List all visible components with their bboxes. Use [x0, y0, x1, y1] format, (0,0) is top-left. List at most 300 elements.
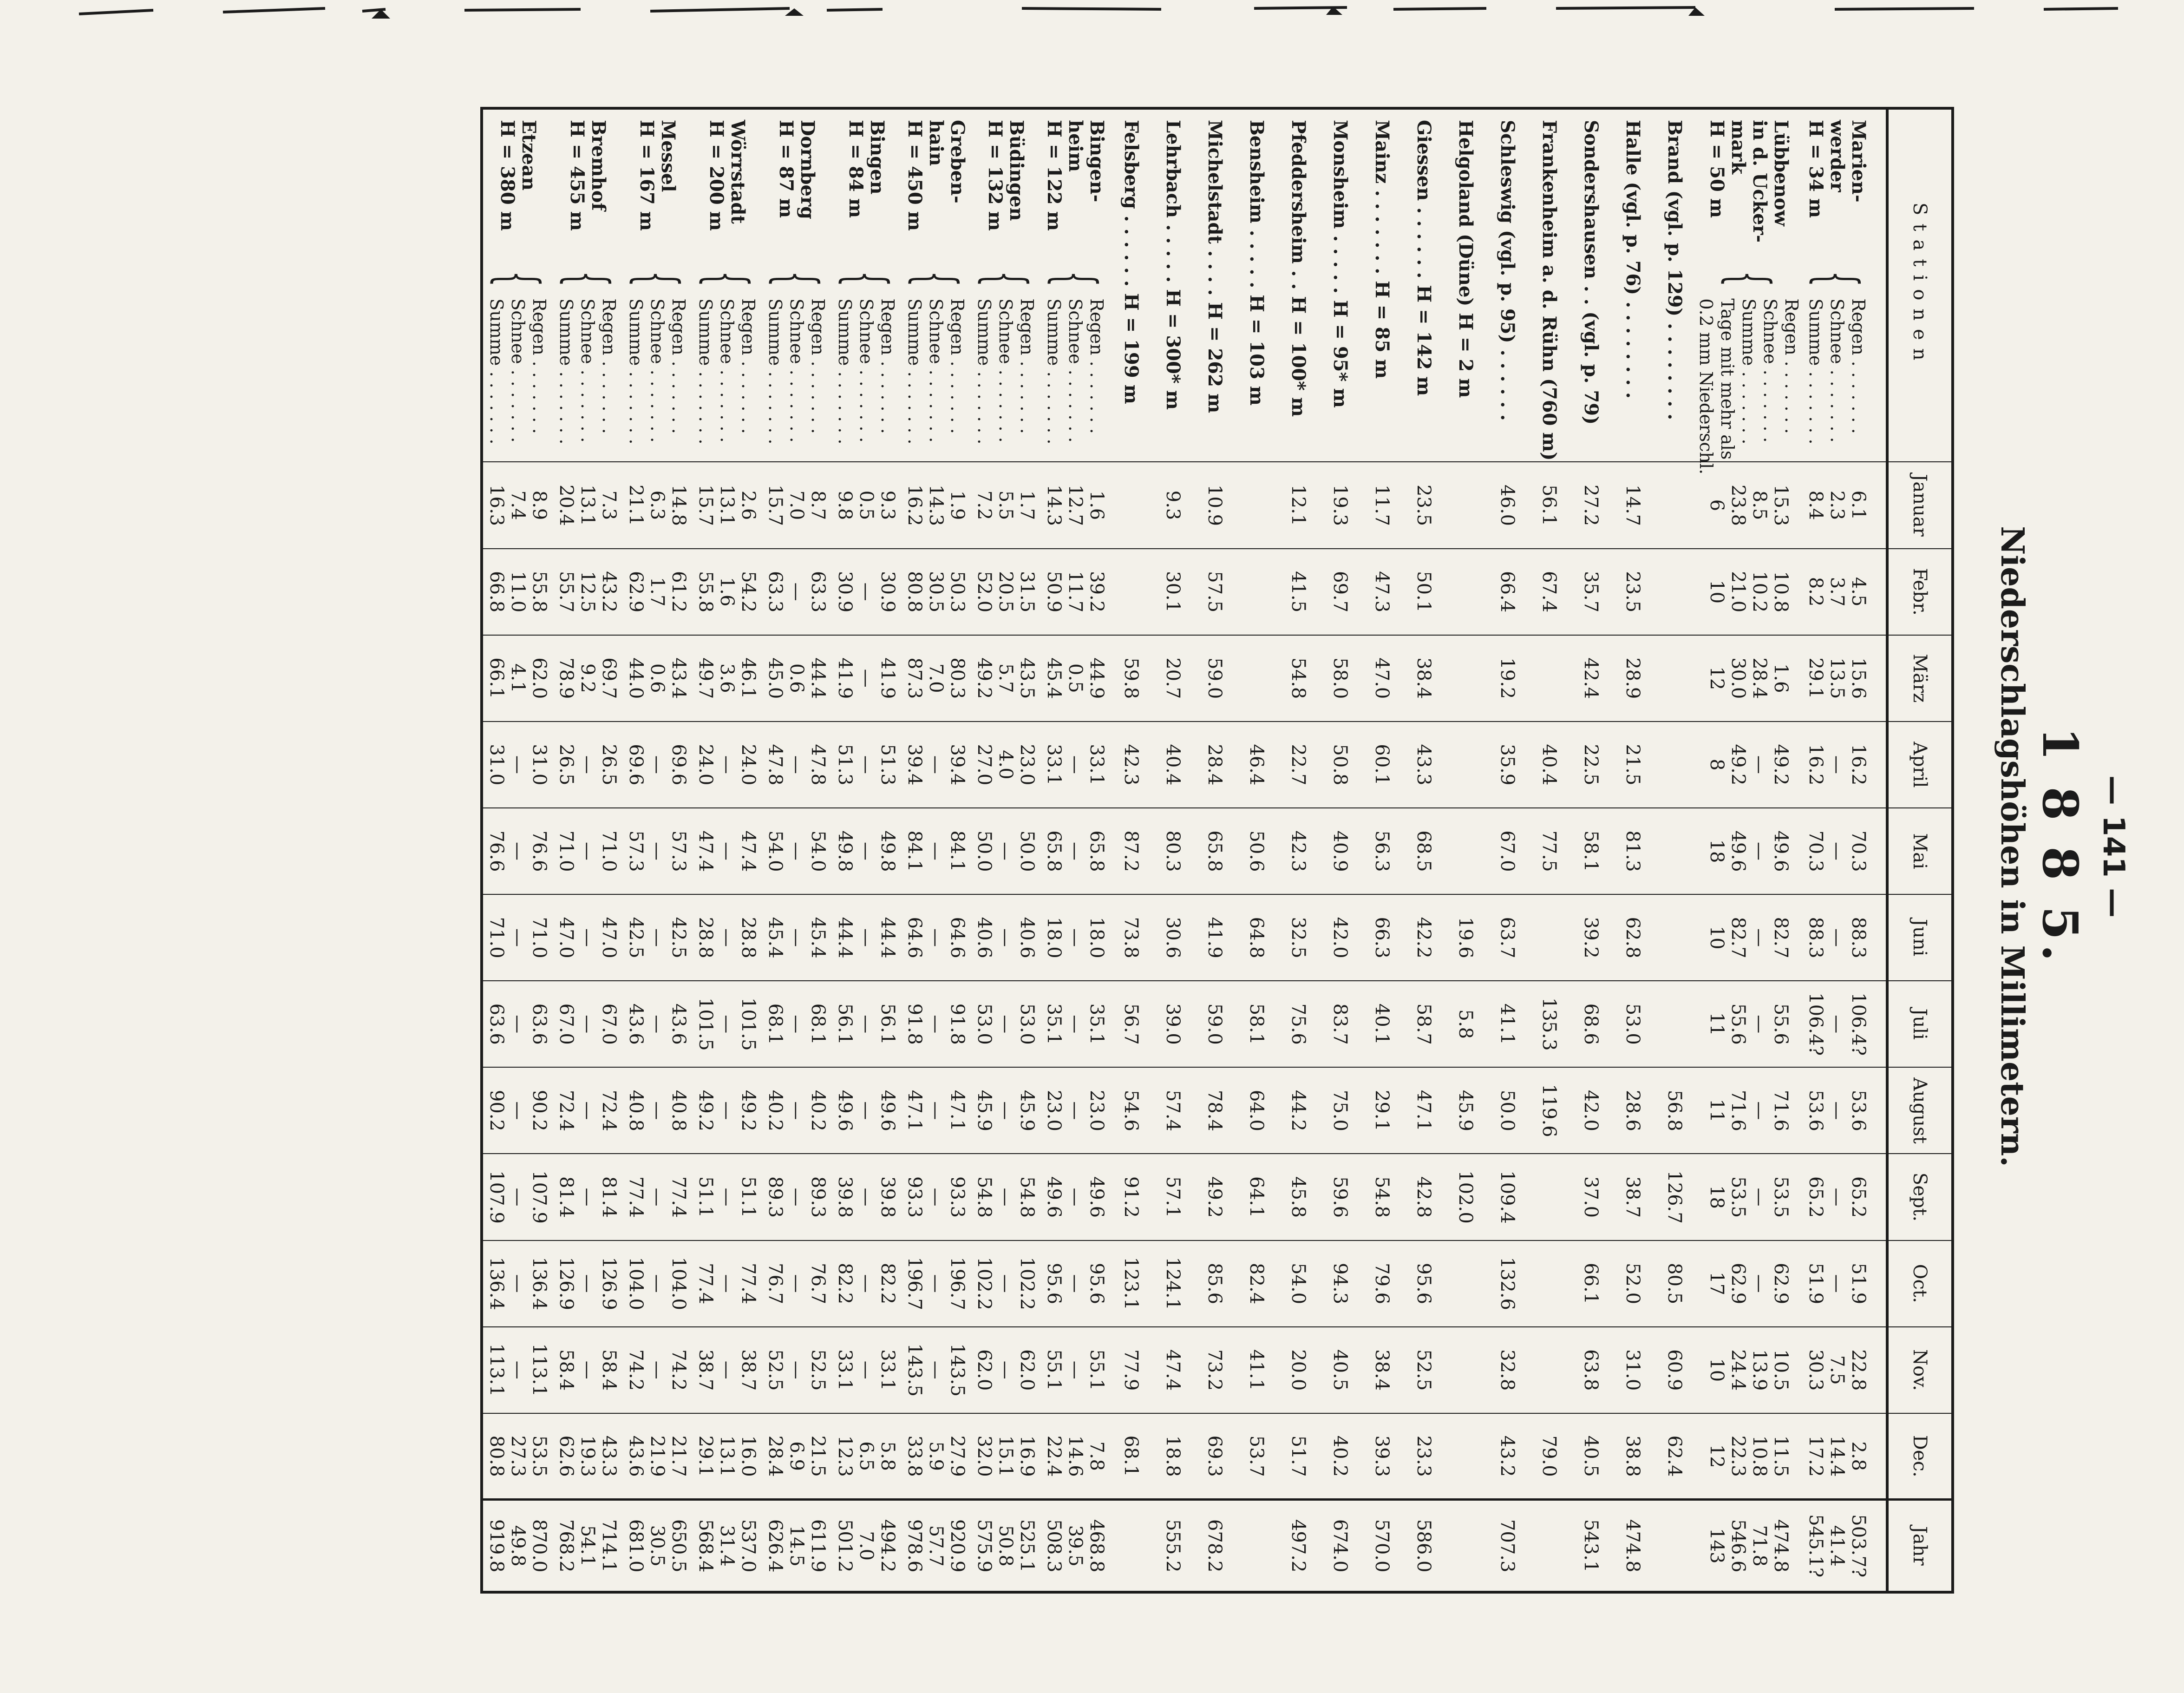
value-cell — [1040, 981, 1110, 1067]
value-cell — [1802, 549, 1872, 635]
station-name — [1570, 108, 1612, 462]
cell-value: 9.2 — [577, 663, 598, 693]
cell-value: — — [507, 1101, 529, 1120]
station-name — [971, 108, 1040, 462]
cell-value: 9.8 — [834, 490, 856, 520]
header-month-3: März — [1887, 635, 1953, 722]
value-cell — [762, 1500, 831, 1592]
cell-value: 71.8 — [1749, 1525, 1770, 1567]
measure-labels — [904, 298, 968, 444]
cell-value: 15.3 — [1770, 485, 1792, 526]
cell-value: 63.6 — [529, 1003, 550, 1045]
cell-value: 14.5 — [786, 1525, 807, 1567]
value-cell — [622, 722, 692, 808]
value-cell — [692, 1240, 762, 1327]
station-label-line: Greben- — [947, 120, 968, 203]
measure-label: Summe . . . . . . . — [974, 298, 994, 445]
value-cell — [762, 981, 831, 1067]
value-cell — [692, 981, 762, 1067]
cell-value: 33.1 — [834, 1349, 856, 1391]
cell-value: — — [925, 755, 947, 774]
cell-value: 11.7 — [1065, 571, 1086, 613]
value-cell — [1445, 1413, 1486, 1500]
value-cell: 79.6 — [1361, 1240, 1403, 1327]
cell-value: 28.8 — [738, 917, 759, 958]
cell-value: 40.2 — [765, 1089, 786, 1131]
table-row — [762, 108, 831, 1592]
value-cell — [1236, 635, 1277, 722]
value-cell — [1695, 981, 1802, 1067]
value-cell: 69.7 — [1319, 549, 1361, 635]
value-cell: 39.3 — [1361, 1413, 1403, 1500]
value-cell — [622, 635, 692, 722]
value-cell: 54.0 — [1277, 1240, 1319, 1327]
value-cell: 64.1 — [1236, 1154, 1277, 1240]
cell-value: — — [1065, 1360, 1086, 1379]
value-cell: 47.3 — [1361, 549, 1403, 635]
value-cell: 80.3 — [1152, 808, 1194, 894]
value-cell: 78.4 — [1194, 1067, 1236, 1154]
cell-value: 50.3 — [947, 571, 968, 613]
cell-value: 126.9 — [598, 1257, 620, 1310]
brace-icon: { — [1805, 270, 1870, 287]
cell-value: 8.5 — [1749, 490, 1770, 520]
measure-label: Regen . . . . . . . — [1781, 298, 1802, 434]
cell-value: 508.3 — [1043, 1519, 1065, 1573]
cell-value: 920.9 — [947, 1519, 968, 1573]
cell-value: 91.8 — [947, 1003, 968, 1045]
station-label: Bensheim . . . . . H = 103 m — [1246, 120, 1268, 406]
table-row — [1319, 108, 1361, 1592]
cell-value: — — [577, 1101, 598, 1120]
station-name — [622, 108, 692, 462]
cell-value: — — [786, 1360, 807, 1379]
cell-value: 18 — [1706, 1185, 1727, 1209]
cell-value: — — [507, 928, 529, 947]
cell-value: — — [1826, 1274, 1848, 1293]
cell-value: 27.3 — [507, 1435, 529, 1477]
cell-value: 62.9 — [625, 571, 647, 613]
value-cell — [482, 1067, 553, 1154]
table-row — [622, 108, 692, 1592]
table-row — [1654, 108, 1695, 1592]
station-label-line: H = 87 m — [775, 120, 797, 218]
cell-value: 80.8 — [486, 1435, 507, 1477]
cell-value: 71.6 — [1727, 1089, 1749, 1131]
value-cell — [1654, 1500, 1695, 1592]
value-cell: 30.1 — [1152, 549, 1194, 635]
value-cell — [1445, 1500, 1486, 1592]
cell-value: 33.1 — [877, 1349, 898, 1391]
station-label-line: Messel — [657, 120, 679, 192]
cell-value: — — [647, 1188, 668, 1207]
measure-labels — [834, 298, 898, 444]
header-row — [1887, 108, 1953, 1592]
station-name — [1802, 108, 1872, 462]
brace-icon: { — [695, 270, 759, 287]
cell-value: 80.8 — [904, 571, 925, 613]
cell-value: 41.9 — [834, 657, 856, 699]
cell-value: 39.8 — [877, 1176, 898, 1218]
value-cell — [1654, 722, 1695, 808]
value-cell — [482, 635, 553, 722]
cell-value: 62.0 — [1016, 1349, 1038, 1391]
value-cell: 135.3 — [1528, 981, 1570, 1067]
value-cell: 91.2 — [1110, 1154, 1152, 1240]
cell-value: 43.2 — [598, 571, 620, 613]
cell-value: 40.2 — [807, 1089, 829, 1131]
value-cell: 69.3 — [1194, 1413, 1236, 1500]
value-cell — [1802, 808, 1872, 894]
station-label-line: mark — [1727, 120, 1749, 175]
value-cell: 42.3 — [1277, 808, 1319, 894]
value-cell — [692, 1500, 762, 1592]
cell-value: — — [1065, 842, 1086, 861]
cell-value: 33.1 — [1086, 744, 1107, 786]
measure-labels — [625, 298, 689, 444]
value-cell: 85.6 — [1194, 1240, 1236, 1327]
station-label-line: H = 84 m — [845, 120, 867, 218]
value-cell: 79.0 — [1528, 1413, 1570, 1500]
cell-value: 10.8 — [1749, 1435, 1770, 1477]
cell-value: 63.3 — [765, 571, 786, 613]
cell-value: 106.4? — [1848, 992, 1869, 1056]
value-cell — [762, 1413, 831, 1500]
cell-value: 55.8 — [695, 571, 716, 613]
cell-value: — — [647, 1274, 668, 1293]
value-cell — [901, 549, 971, 635]
cell-value: 51.1 — [738, 1176, 759, 1218]
value-cell — [1695, 1154, 1802, 1240]
cell-value: 494.2 — [877, 1519, 898, 1573]
value-cell: 66.3 — [1361, 894, 1403, 981]
value-cell: 46.0 — [1486, 462, 1528, 548]
header-month-13: Jahr — [1887, 1500, 1953, 1592]
value-cell — [482, 894, 553, 981]
measure-label: Summe . . . . . . . — [556, 298, 576, 445]
cell-value: 1.6 — [1086, 490, 1107, 520]
cell-value: 62.9 — [1727, 1263, 1749, 1305]
cell-value: — — [1826, 1101, 1848, 1120]
cell-value: 15.7 — [695, 485, 716, 526]
value-cell: 14.7 — [1612, 462, 1654, 548]
station-label: Giessen . . . . . . H = 142 m — [1413, 120, 1435, 396]
cell-value: 10.2 — [1749, 571, 1770, 613]
value-cell: 707.3 — [1486, 1500, 1528, 1592]
value-cell — [971, 1154, 1040, 1240]
station-label: Pfeddersheim . . H = 100* m — [1288, 120, 1309, 417]
cell-value: 30.5 — [925, 571, 947, 613]
cell-value: 44.0 — [625, 657, 647, 699]
cell-value: 65.8 — [1086, 830, 1107, 872]
measure-label: Schnee . . . . . . . — [926, 298, 946, 443]
value-cell — [1695, 894, 1802, 981]
value-cell — [1802, 1327, 1872, 1413]
value-cell: 56.7 — [1110, 981, 1152, 1067]
cell-value: — — [507, 1015, 529, 1034]
cell-value: 7.4 — [507, 490, 529, 520]
cell-value: 77.4 — [625, 1176, 647, 1218]
cell-value: 56.1 — [877, 1003, 898, 1045]
header-month-2: Febr. — [1887, 549, 1953, 635]
cell-value: 38.7 — [738, 1349, 759, 1391]
year-heading: 1 8 8 5. — [2032, 727, 2089, 966]
cell-value: 24.4 — [1727, 1349, 1749, 1391]
cell-value: 57.7 — [925, 1525, 947, 1567]
station-name — [1236, 108, 1277, 462]
value-cell: 42.3 — [1110, 722, 1152, 808]
value-cell: 53.7 — [1236, 1413, 1277, 1500]
cell-value: — — [647, 1360, 668, 1379]
value-cell — [1040, 1240, 1110, 1327]
value-cell: 52.5 — [1403, 1327, 1445, 1413]
cell-value: — — [1749, 1101, 1770, 1120]
cell-value: — — [1826, 1015, 1848, 1034]
cell-value: 87.3 — [904, 657, 925, 699]
cell-value: — — [786, 1274, 807, 1293]
cell-value: 53.0 — [974, 1003, 995, 1045]
cell-value: 69.6 — [625, 744, 647, 786]
cell-value: 54.8 — [1016, 1176, 1038, 1218]
cell-value: 22.3 — [1727, 1435, 1749, 1477]
cell-value: 6.5 — [856, 1441, 877, 1471]
cell-value: 71.6 — [1770, 1089, 1792, 1131]
cell-value: 46.1 — [738, 657, 759, 699]
station-label-line: Büdingen — [1006, 120, 1027, 221]
cell-value: 53.5 — [529, 1435, 550, 1477]
value-cell: 64.8 — [1236, 894, 1277, 981]
value-cell — [553, 981, 622, 1067]
cell-value: 5.5 — [995, 490, 1016, 520]
cell-value: 38.7 — [695, 1349, 716, 1391]
cell-value: 47.8 — [765, 744, 786, 786]
cell-value: 15.6 — [1848, 657, 1869, 699]
cell-value: 10.8 — [1770, 571, 1792, 613]
cell-value: 66.1 — [486, 657, 507, 699]
cell-value: 102.2 — [974, 1257, 995, 1310]
cell-value: 0.5 — [856, 490, 877, 520]
value-cell — [971, 1240, 1040, 1327]
measure-label: Schnee . . . . . . . — [1827, 298, 1847, 443]
cell-value: 50.9 — [1043, 571, 1065, 613]
measure-label: Tage mit mehr als — [1717, 298, 1738, 460]
value-cell — [482, 981, 553, 1067]
value-cell — [1802, 1154, 1872, 1240]
table-title: Niederschlagshöhen in Millimetern. — [1994, 526, 2031, 1167]
cell-value: 31.0 — [486, 744, 507, 786]
brace-icon: { — [834, 270, 899, 287]
value-cell — [482, 722, 553, 808]
value-cell: 66.4 — [1486, 549, 1528, 635]
value-cell: 543.1 — [1570, 1500, 1612, 1592]
page-number: — 141 — — [2096, 775, 2131, 918]
cell-value: 49.7 — [695, 657, 716, 699]
cell-value: — — [1749, 755, 1770, 774]
cell-value: 62.6 — [556, 1435, 577, 1477]
cell-value: 11 — [1706, 1012, 1727, 1036]
value-cell: 58.1 — [1236, 981, 1277, 1067]
measure-label: 0.2 mm Niederschl. — [1696, 298, 1716, 475]
cell-value: 4.1 — [507, 663, 529, 693]
cell-value: — — [577, 755, 598, 774]
cell-value: 47.1 — [904, 1089, 925, 1131]
station-name — [553, 108, 622, 462]
cell-value: 81.4 — [556, 1176, 577, 1218]
station-label-line: Wörrstadt — [727, 120, 749, 224]
cell-value: 45.4 — [807, 917, 829, 958]
value-cell: 18.8 — [1152, 1413, 1194, 1500]
cell-value: 30.9 — [834, 571, 856, 613]
value-cell: 32.8 — [1486, 1327, 1528, 1413]
value-cell — [971, 894, 1040, 981]
cell-value: 196.7 — [947, 1257, 968, 1310]
value-cell — [901, 1154, 971, 1240]
cell-value: — — [995, 928, 1016, 947]
value-cell: 83.7 — [1319, 981, 1361, 1067]
cell-value: 47.0 — [556, 917, 577, 958]
cell-value: 41.4 — [1826, 1525, 1848, 1567]
cell-value: — — [925, 1360, 947, 1379]
cell-value: — — [1749, 1188, 1770, 1207]
value-cell: 59.8 — [1110, 635, 1152, 722]
cell-value: — — [647, 928, 668, 947]
value-cell: 32.5 — [1277, 894, 1319, 981]
cell-value: 0.5 — [1065, 663, 1086, 693]
value-cell: 62.8 — [1612, 894, 1654, 981]
cell-value: — — [856, 669, 877, 688]
value-cell: 42.0 — [1570, 1067, 1612, 1154]
value-cell — [831, 462, 901, 548]
station-name — [901, 108, 971, 462]
cell-value: 52.5 — [807, 1349, 829, 1391]
value-cell: 35.7 — [1570, 549, 1612, 635]
cell-value: 43.6 — [668, 1003, 689, 1045]
cell-value: 49.6 — [834, 1089, 856, 1131]
cell-value: 1.7 — [1016, 490, 1038, 520]
cell-value: — — [647, 1101, 668, 1120]
cell-value: 21.5 — [807, 1435, 829, 1477]
cell-value: 52.5 — [765, 1349, 786, 1391]
station-name — [692, 108, 762, 462]
value-cell: 77.9 — [1110, 1327, 1152, 1413]
value-cell: 678.2 — [1194, 1500, 1236, 1592]
cell-value: — — [577, 842, 598, 861]
value-cell: 41.1 — [1236, 1327, 1277, 1413]
brace-icon: { — [1717, 270, 1781, 287]
cell-value: 62.0 — [529, 657, 550, 699]
cell-value: 40.8 — [668, 1089, 689, 1131]
value-cell: 63.7 — [1486, 894, 1528, 981]
cell-value: 54.1 — [577, 1525, 598, 1567]
measure-label: Regen . . . . . . . — [529, 298, 549, 434]
cell-value: 12.7 — [1065, 485, 1086, 526]
station-name — [1695, 108, 1802, 475]
cell-value: 82.2 — [834, 1263, 856, 1305]
table-row — [1528, 108, 1570, 1592]
cell-value: 49.2 — [695, 1089, 716, 1131]
measure-labels — [486, 298, 550, 444]
measure-label: Regen . . . . . . . — [877, 298, 898, 434]
value-cell — [1695, 635, 1802, 722]
value-cell: 59.0 — [1194, 981, 1236, 1067]
cell-value: 56.1 — [834, 1003, 856, 1045]
header-month-4: April — [1887, 722, 1953, 808]
cell-value: 19.3 — [577, 1435, 598, 1477]
cell-value: 65.8 — [1043, 830, 1065, 872]
value-cell — [762, 1154, 831, 1240]
cell-value: 7.0 — [856, 1531, 877, 1561]
cell-value: 49.6 — [1727, 830, 1749, 872]
cell-value: — — [716, 928, 738, 947]
station-label-line: Bremhof — [588, 120, 609, 211]
brace-icon: { — [486, 270, 550, 287]
value-cell — [1802, 1240, 1872, 1327]
station-name — [1654, 108, 1695, 462]
measure-label: Summe . . . . . . . — [835, 298, 855, 445]
table-row — [1236, 108, 1277, 1592]
value-cell: 47.1 — [1403, 1067, 1445, 1154]
value-cell — [1445, 549, 1486, 635]
station-label-line: Bingen- — [1086, 120, 1108, 203]
measure-label: Schnee . . . . . . . — [995, 298, 1016, 443]
cell-value: 51.1 — [695, 1176, 716, 1218]
cell-value: 568.4 — [695, 1519, 716, 1573]
cell-value: 2.6 — [738, 490, 759, 520]
value-cell — [901, 1327, 971, 1413]
value-cell — [482, 462, 553, 548]
cell-value: 68.1 — [765, 1003, 786, 1045]
cell-value: 23.8 — [1727, 485, 1749, 526]
value-cell: 31.0 — [1612, 1327, 1654, 1413]
value-cell: 38.4 — [1361, 1327, 1403, 1413]
cell-value: 10 — [1706, 925, 1727, 950]
cell-value: 7.3 — [598, 490, 620, 520]
cell-value: 18.0 — [1086, 917, 1107, 958]
value-cell — [622, 1154, 692, 1240]
cell-value: 5.9 — [925, 1441, 947, 1471]
cell-value: — — [716, 1015, 738, 1034]
cell-value: 76.7 — [765, 1263, 786, 1305]
station-label-line: H = 380 m — [497, 120, 518, 231]
value-cell — [1040, 894, 1110, 981]
value-cell: 94.3 — [1319, 1240, 1361, 1327]
station-label — [566, 120, 609, 259]
cell-value: 113.1 — [529, 1343, 550, 1397]
value-cell: 73.8 — [1110, 894, 1152, 981]
cell-value: 28.4 — [765, 1435, 786, 1477]
cell-value: 65.2 — [1848, 1176, 1869, 1218]
station-name — [1486, 108, 1528, 462]
value-cell — [482, 1240, 553, 1327]
cell-value: 5.8 — [877, 1441, 898, 1471]
value-cell — [1528, 1327, 1570, 1413]
value-cell — [553, 808, 622, 894]
cell-value: — — [856, 582, 877, 601]
cell-value: — — [1826, 1188, 1848, 1207]
measure-label: Summe . . . . . . . — [765, 298, 785, 445]
value-cell — [762, 1327, 831, 1413]
cell-value: — — [925, 1101, 947, 1120]
cell-value: 1.6 — [716, 577, 738, 607]
table-row — [1570, 108, 1612, 1592]
cell-value: 101.5 — [738, 997, 759, 1051]
header-month-9: Sept. — [1887, 1154, 1953, 1240]
cell-value: 39.4 — [904, 744, 925, 786]
cell-value: 106.4? — [1805, 992, 1826, 1056]
value-cell: 12.1 — [1277, 462, 1319, 548]
cell-value: 1.9 — [947, 490, 968, 520]
cell-value: — — [1749, 842, 1770, 861]
